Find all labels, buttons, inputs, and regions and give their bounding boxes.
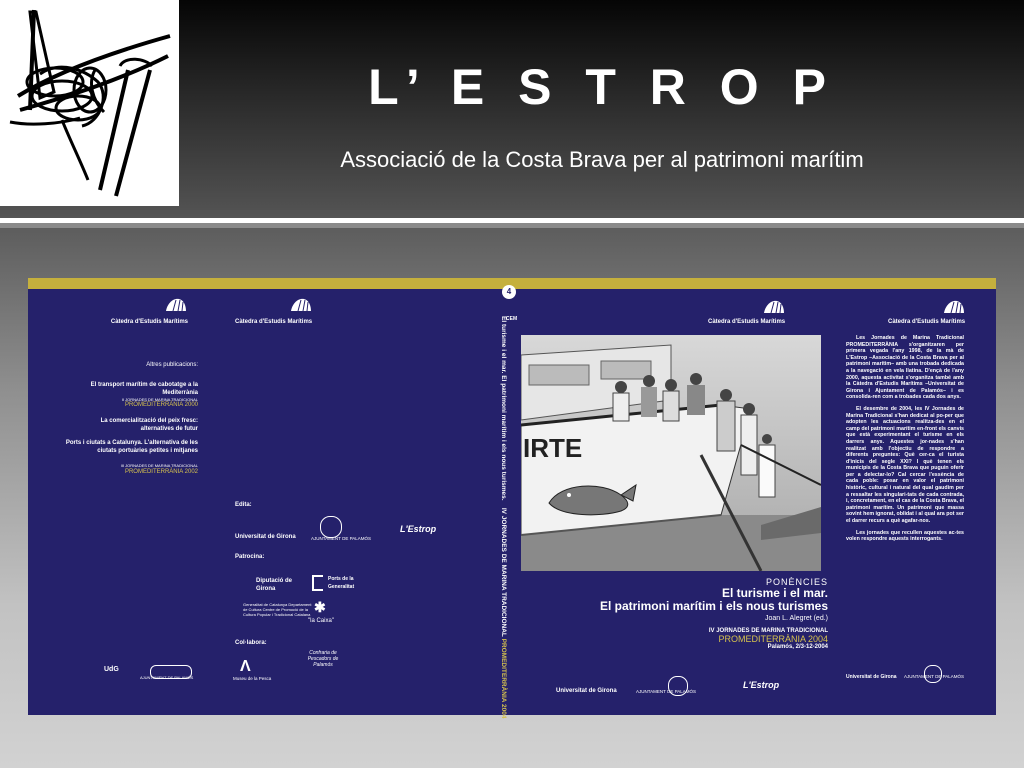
back-pub1-sub: II JORNADES DE MARINA TRADICIONAL	[121, 397, 198, 402]
inner-edita: Edita:	[235, 502, 252, 508]
inner-ajuntament: AJUNTAMENT DE PALAMÓS	[311, 536, 372, 541]
back-udg: UdG	[104, 666, 119, 673]
inner-catedra: Càtedra d'Estudis Marítims	[235, 319, 313, 325]
right-para-2: El desembre de 2004, les IV Jornades de Marina Tradicional s'han dedicat al po-per que adopten les actuacions realitza-des en el camp del patrimoni marítim en-front els canvis que està experimentant el turisme en els darrers anys. Aquestes jor-nades s'han realitzat amb l'objectiu de respondre a diferents preguntes: Què cer-ca el turista d'inicis del segle XXI? I què tenen els municipis de la Costa Brava que puguin oferir per a delectar-lo? Cal cercar l'essència de cada poble: posar en valor el patrimoni històric, cultural i natural del qual gaudim per a ressaltar les singulari-tats de cada contrada, i, concretament, en el cas de la Costa Brava, el patrimoni marítim. Un patrimoni que massa sovint hem ignorat, oblidat i al qual ara pot ser el darrer recurs a què agafar-nos.	[846, 405, 964, 525]
inner-generalitat: Generalitat de Catalunya Departament de Cultura Centre de Promoció de la Cultura Popular i Tradicional Catalana	[243, 602, 312, 617]
back-pub3-sub: III JORNADES DE MARINA TRADICIONAL	[120, 463, 198, 468]
inner-diputacio: Diputació de Girona	[256, 578, 293, 592]
shell-icon	[943, 300, 965, 314]
page-subtitle: Associació de la Costa Brava per al patrimoni marítim	[340, 147, 864, 172]
front-jornades: IV JORNADES DE MARINA TRADICIONAL	[708, 628, 828, 634]
inner-ports: Ports de la Generalitat	[328, 576, 355, 590]
lacaixa-star-icon: ✱	[314, 599, 326, 615]
spine-series: PROMEDITERRÀNIA 2004	[500, 638, 507, 719]
back-pub3-title: Ports i ciutats a Catalunya. L'alternativa de les ciutats portuàries petites i mitjanes	[65, 440, 198, 454]
front-editor: Joan L. Alegret (ed.)	[764, 615, 828, 622]
back-pub2-title: La comercialització del peix fresc: alternatives de futur	[100, 418, 198, 432]
right-catedra: Càtedra d'Estudis Marítims	[888, 319, 966, 325]
inner-estrop: L'Estrop	[400, 524, 437, 534]
front-ponencies: PONÈNCIES	[765, 577, 828, 587]
inner-confraria: Confraria de Pescadors de Palamós	[307, 650, 339, 668]
rope-knot-icon	[0, 0, 179, 206]
volume-number-badge: 4	[502, 285, 516, 299]
spine-jornades: IV JORNADES DE MARINA TRADICIONAL	[500, 507, 507, 637]
front-udg: Universitat de Girona	[556, 688, 617, 694]
front-catedra: Càtedra d'Estudis Marítims	[708, 319, 786, 325]
front-series: PROMEDITERRÀNIA 2004	[718, 634, 828, 644]
shell-icon	[763, 300, 785, 314]
front-title-1: El turisme i el mar.	[721, 586, 828, 600]
right-body-text	[846, 335, 964, 548]
logo-box	[0, 0, 179, 206]
right-para-1: Les Jornades de Marina Tradicional PROMEDITERRÀNIA s'organitzaren per primera vegada l'any 1998, de la mà de L'Estrop –Associació de la Costa Brava per al patrimoni marítim– amb una trobada dedicada a la navegació en vela llatina. D'ençà de l'any 2000, aquesta activitat s'organitza també amb la Càtedra d'Estudis Marítims –Universitat de Girona i Ajuntament de Palamós– i es consolida-ren com a trobades cada dos anys.	[846, 335, 964, 401]
front-place: Palamós, 2/3-12-2004	[767, 644, 828, 650]
front-estrop: L'Estrop	[743, 680, 780, 690]
inner-udg: Universitat de Girona	[235, 534, 296, 540]
back-pub1-series: PROMEDITERRÀNIA 2000	[124, 402, 198, 408]
back-altres: Altres publicacions:	[146, 362, 198, 368]
right-udg: Universitat de Girona	[846, 674, 897, 680]
right-ajuntament: AJUNTAMENT DE PALAMÓS	[904, 674, 965, 679]
spine-cem: CEM	[506, 316, 518, 322]
back-pub3-series: PROMEDITERRÀNIA 2002	[124, 469, 198, 475]
shell-icon	[165, 298, 187, 312]
book-cover-image	[28, 278, 996, 719]
back-pub1-title: El transport marítim de cabotatge a la Mediterrània	[90, 382, 198, 396]
museu-icon: Λ	[240, 658, 251, 675]
spine-text	[495, 316, 507, 719]
right-para-3: Les jornades que recullen aquestes ac-tes volen respondre aquests interrogants.	[846, 529, 964, 543]
boat-name-text: IRTE	[523, 433, 583, 463]
shell-icon	[290, 298, 312, 312]
ports-icon	[312, 575, 323, 591]
ajuntament-seal-icon	[320, 516, 342, 538]
back-ajuntament: AJUNTAMENT DE PALAMÓS	[140, 675, 194, 680]
inner-museu: Museu de la Pesca	[233, 676, 272, 681]
back-catedra: Càtedra d'Estudis Marítims	[110, 319, 188, 325]
page-title: L’ E S T R O P	[368, 59, 836, 115]
spine-title: El turisme i el mar. El patrimoni marítim i els nous turismes.	[500, 316, 507, 501]
front-title-block	[538, 577, 828, 650]
inner-patrocina: Patrocina:	[235, 554, 265, 560]
boat-photo-image	[521, 335, 821, 571]
inner-lacaixa: "la Caixa"	[308, 618, 334, 624]
inner-col-labora: Col·labora:	[235, 640, 267, 646]
front-ajuntament: AJUNTAMENT DE PALAMÓS	[636, 689, 697, 694]
front-title-2: El patrimoni marítim i els nous turismes	[599, 599, 828, 613]
